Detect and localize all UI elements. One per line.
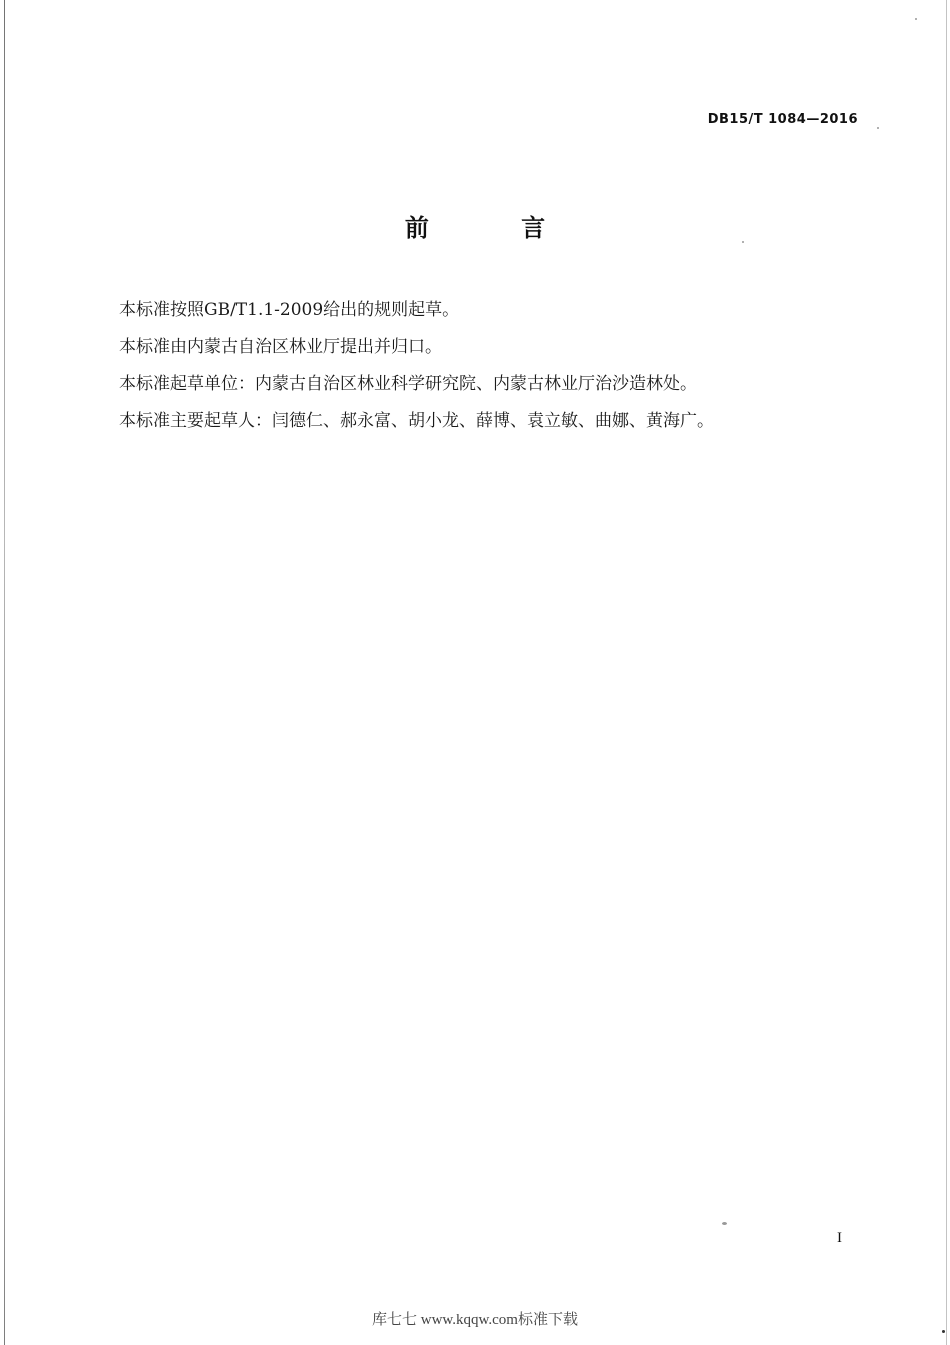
- document-code: DB15/T 1084—2016: [707, 112, 858, 127]
- scan-speck: [722, 1222, 727, 1225]
- download-watermark: 库七七 www.kqqw.com标准下载: [372, 1312, 578, 1328]
- page-title: 前 言: [404, 214, 588, 242]
- paragraph-drafting-units: 本标准起草单位：内蒙古自治区林业科学研究院、内蒙古林业厅治沙造林处。: [119, 374, 697, 394]
- paragraph-drafting-rules: 本标准按照GB/T1.1-2009给出的规则起草。: [119, 300, 460, 320]
- scan-edge-right: [946, 0, 947, 1345]
- paragraph-proposer: 本标准由内蒙古自治区林业厅提出并归口。: [119, 337, 442, 357]
- scan-speck: [877, 127, 879, 129]
- paragraph-drafters: 本标准主要起草人：闫德仁、郝永富、胡小龙、薛博、袁立敏、曲娜、黄海广。: [119, 411, 714, 431]
- scan-speck: [942, 1330, 945, 1333]
- page-number: I: [837, 1230, 842, 1246]
- scan-speck: [915, 18, 917, 20]
- scan-edge-left: [4, 0, 5, 1345]
- scan-speck: [742, 241, 744, 243]
- foreword-body: [119, 292, 859, 440]
